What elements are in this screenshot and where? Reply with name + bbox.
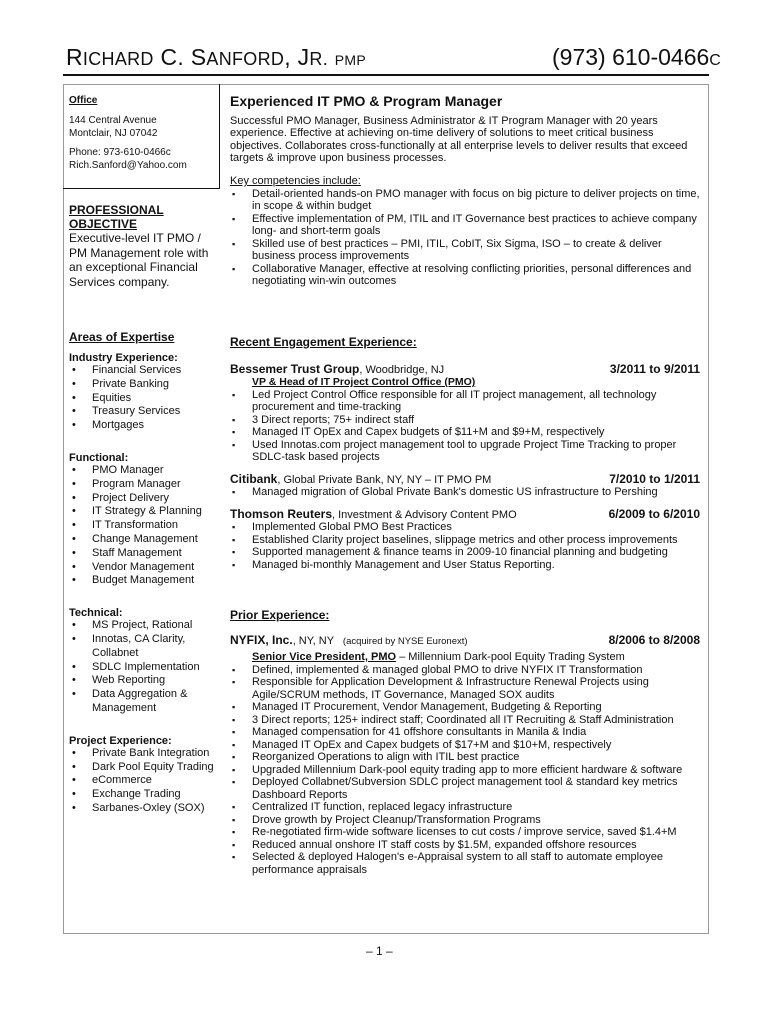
list-item: • PMO Manager bbox=[69, 464, 219, 478]
objective-heading-1: PROFESSIONAL bbox=[69, 203, 164, 217]
list-item: ▪ Skilled use of best practices – PMI, ITIL, CobIT, Six Sigma, ISO – to create & deliver business process improvements bbox=[230, 238, 700, 263]
summary-title: Experienced IT PMO & Program Manager bbox=[230, 93, 503, 109]
list-item: ▪ Managed IT OpEx and Capex budgets of $17+M and $10+M, respectively bbox=[230, 739, 700, 752]
list-item: • Staff Management bbox=[69, 547, 219, 561]
company-name: NYFIX, Inc. bbox=[230, 632, 293, 647]
job-header bbox=[230, 508, 700, 522]
company-location: , Global Private Bank, NY, NY – IT PMO PM bbox=[277, 473, 492, 486]
list-item: ▪ 3 Direct reports; 75+ indirect staff bbox=[230, 414, 700, 427]
list-item: • IT Transformation bbox=[69, 519, 219, 533]
list-item: ▪ Detail-oriented hands-on PMO manager with focus on big picture to deliver projects on time, in scope & within budget bbox=[230, 188, 700, 213]
job-header bbox=[230, 634, 700, 649]
list-item: ▪ Managed IT Procurement, Vendor Management, Budgeting & Reporting bbox=[230, 701, 700, 714]
list-item: • Treasury Services bbox=[69, 405, 219, 419]
job-dates: 6/2009 to 6/2010 bbox=[608, 506, 700, 521]
recent-heading: Recent Engagement Experience: bbox=[230, 335, 417, 349]
company-location: , NY, NY bbox=[292, 634, 334, 647]
office-label: Office bbox=[69, 95, 98, 106]
company-note: (acquired by NYSE Euronext) bbox=[342, 635, 468, 647]
page-number: – 1 – bbox=[366, 944, 393, 958]
recent-section bbox=[230, 336, 700, 571]
list-item: • Innotas, CA Clarity, Collabnet bbox=[69, 633, 219, 661]
office-email: Rich.Sanford@Yahoo.com bbox=[69, 160, 187, 171]
company-location: , Investment & Advisory Content PMO bbox=[332, 508, 517, 521]
list-item: • Web Reporting bbox=[69, 674, 219, 688]
office-street: 144 Central Avenue bbox=[69, 115, 157, 126]
objective-heading-2: OBJECTIVE bbox=[69, 217, 138, 231]
prior-heading: Prior Experience: bbox=[230, 608, 330, 622]
list-item: ▪ Collaborative Manager, effective at resolving conflicting priorities, personal differences and negotiating win-win outcomes bbox=[230, 263, 700, 288]
objective-text: Executive-level IT PMO / PM Management role with an exceptional Financial Services company. bbox=[69, 231, 209, 289]
job-header bbox=[230, 363, 700, 377]
competencies-label: Key competencies include: bbox=[230, 174, 361, 187]
resume-name: RICHARD C. SANFORD, JR. PMP bbox=[66, 44, 366, 70]
header-rule bbox=[63, 74, 709, 76]
objective-block bbox=[69, 203, 219, 289]
list-item: • IT Strategy & Planning bbox=[69, 505, 219, 519]
job-title: VP & Head of IT Project Control Office (PMO) bbox=[252, 376, 476, 389]
functional-list bbox=[69, 464, 219, 588]
job-dates: 7/2010 to 1/2011 bbox=[609, 471, 700, 486]
company-name: Thomson Reuters bbox=[230, 506, 333, 521]
competencies-list bbox=[230, 188, 700, 288]
company-name: Citibank bbox=[230, 471, 278, 486]
list-item: • Program Manager bbox=[69, 478, 219, 492]
project-label: Project Experience: bbox=[69, 734, 172, 747]
list-item: • Data Aggregation & Management bbox=[69, 688, 219, 716]
office-divider bbox=[219, 84, 220, 188]
summary-text: Successful PMO Manager, Business Administrator & IT Program Manager with 20 years experience. Effective at achieving on-time delivery of solutions to meet critical business objectives. Collaborates cross-functionally at all enterprise levels to deliver results that exceed targets & improve upon business processes. bbox=[230, 114, 688, 165]
expertise-block bbox=[69, 330, 219, 816]
company-location: , Woodbridge, NJ bbox=[359, 363, 445, 376]
list-item: • SDLC Implementation bbox=[69, 661, 219, 675]
job-title: Senior Vice President, PMO bbox=[252, 651, 397, 664]
list-item: • MS Project, Rational bbox=[69, 619, 219, 633]
list-item: ▪ Supported management & finance teams in 2009-10 financial planning and budgeting bbox=[230, 546, 700, 559]
list-item: • Private Banking bbox=[69, 378, 219, 392]
summary-section bbox=[230, 95, 700, 288]
expertise-heading: Areas of Expertise bbox=[69, 330, 175, 344]
office-city: Montclair, NJ 07042 bbox=[69, 128, 158, 139]
list-item: ▪ Managed migration of Global Private Bank's domestic US infrastructure to Pershing bbox=[230, 486, 700, 499]
job-dates: 3/2011 to 9/2011 bbox=[609, 361, 700, 376]
job-bullets bbox=[230, 389, 700, 464]
industry-label: Industry Experience: bbox=[69, 352, 178, 364]
list-item: ▪ Managed compensation for 41 offshore consultants in Manila & India bbox=[230, 726, 700, 739]
list-item: • Vendor Management bbox=[69, 561, 219, 575]
list-item: ▪ Selected & deployed Halogen's e-Appraisal system to all staff to automate employee performance appraisals bbox=[230, 851, 700, 876]
list-item: ▪ Centralized IT function, replaced legacy infrastructure bbox=[230, 801, 700, 814]
list-item: • Equities bbox=[69, 392, 219, 406]
list-item: ▪ Deployed Collabnet/Subversion SDLC project management tool & standard key metrics Dashboard Reports bbox=[230, 776, 700, 801]
list-item: ▪ Led Project Control Office responsible for all IT project management, all technology procurement and time-tracking bbox=[230, 389, 700, 414]
list-item: ▪ Implemented Global PMO Best Practices bbox=[230, 521, 700, 534]
list-item: ▪ Defined, implemented & managed global PMO to drive NYFIX IT Transformation bbox=[230, 664, 700, 677]
list-item: ▪ Reduced annual onshore IT staff costs by $1.5M, expanded offshore resources bbox=[230, 839, 700, 852]
job-bullets bbox=[230, 521, 700, 571]
header-phone: (973) 610-0466C bbox=[552, 44, 721, 70]
office-bottom-rule bbox=[63, 188, 220, 189]
list-item: ▪ Re-negotiated firm-wide software licenses to cut costs / improve service, saved $1.4+M bbox=[230, 826, 700, 839]
technical-label: Technical: bbox=[69, 607, 123, 620]
list-item: ▪ Effective implementation of PM, ITIL and IT Governance best practices to achieve company long- and short-term goals bbox=[230, 213, 700, 238]
project-list bbox=[69, 747, 219, 816]
job-header bbox=[230, 473, 700, 487]
prior-section bbox=[230, 609, 700, 876]
technical-list bbox=[69, 619, 219, 716]
functional-label: Functional: bbox=[69, 451, 129, 464]
list-item: ▪ Reorganized Operations to align with ITIL best practice bbox=[230, 751, 700, 764]
job-title-line bbox=[230, 651, 700, 664]
list-item: ▪ Established Clarity project baselines, slippage metrics and other process improvements bbox=[230, 534, 700, 547]
list-item: ▪ Drove growth by Project Cleanup/Transformation Programs bbox=[230, 814, 700, 827]
job-bullets bbox=[230, 664, 700, 877]
list-item: ▪ Managed bi-monthly Management and User Status Reporting. bbox=[230, 559, 700, 572]
job-bullets bbox=[230, 486, 700, 499]
list-item: • Dark Pool Equity Trading bbox=[69, 761, 219, 775]
list-item: • Project Delivery bbox=[69, 492, 219, 506]
list-item: • Private Bank Integration bbox=[69, 747, 219, 761]
list-item: ▪ Upgraded Millennium Dark-pool equity trading app to more efficient hardware & software bbox=[230, 764, 700, 777]
industry-list bbox=[69, 364, 219, 433]
list-item: ▪ Responsible for Application Development & Infrastructure Renewal Projects using Agile/SCRUM methods, IT Governance, Managed SOX audits bbox=[230, 676, 700, 701]
list-item: • Financial Services bbox=[69, 364, 219, 378]
list-item: • Mortgages bbox=[69, 419, 219, 433]
job-dates: 8/2006 to 8/2008 bbox=[608, 632, 700, 647]
list-item: • Budget Management bbox=[69, 574, 219, 588]
list-item: • eCommerce bbox=[69, 774, 219, 788]
list-item: • Exchange Trading bbox=[69, 788, 219, 802]
company-name: Bessemer Trust Group bbox=[230, 361, 360, 376]
office-phone: Phone: 973-610-0466c bbox=[69, 147, 171, 158]
list-item: • Sarbanes-Oxley (SOX) bbox=[69, 802, 219, 816]
list-item: ▪ Managed IT OpEx and Capex budgets of $11+M and $9+M, respectively bbox=[230, 426, 700, 439]
list-item: • Change Management bbox=[69, 533, 219, 547]
list-item: ▪ 3 Direct reports; 125+ indirect staff; Coordinated all IT Recruiting & Staff Administration bbox=[230, 714, 700, 727]
job-title-detail: – Millennium Dark-pool Equity Trading System bbox=[396, 651, 625, 664]
office-block bbox=[69, 94, 217, 172]
list-item: ▪ Used Innotas.com project management tool to upgrade Project Time Tracking to proper SDLC-task based projects bbox=[230, 439, 700, 464]
